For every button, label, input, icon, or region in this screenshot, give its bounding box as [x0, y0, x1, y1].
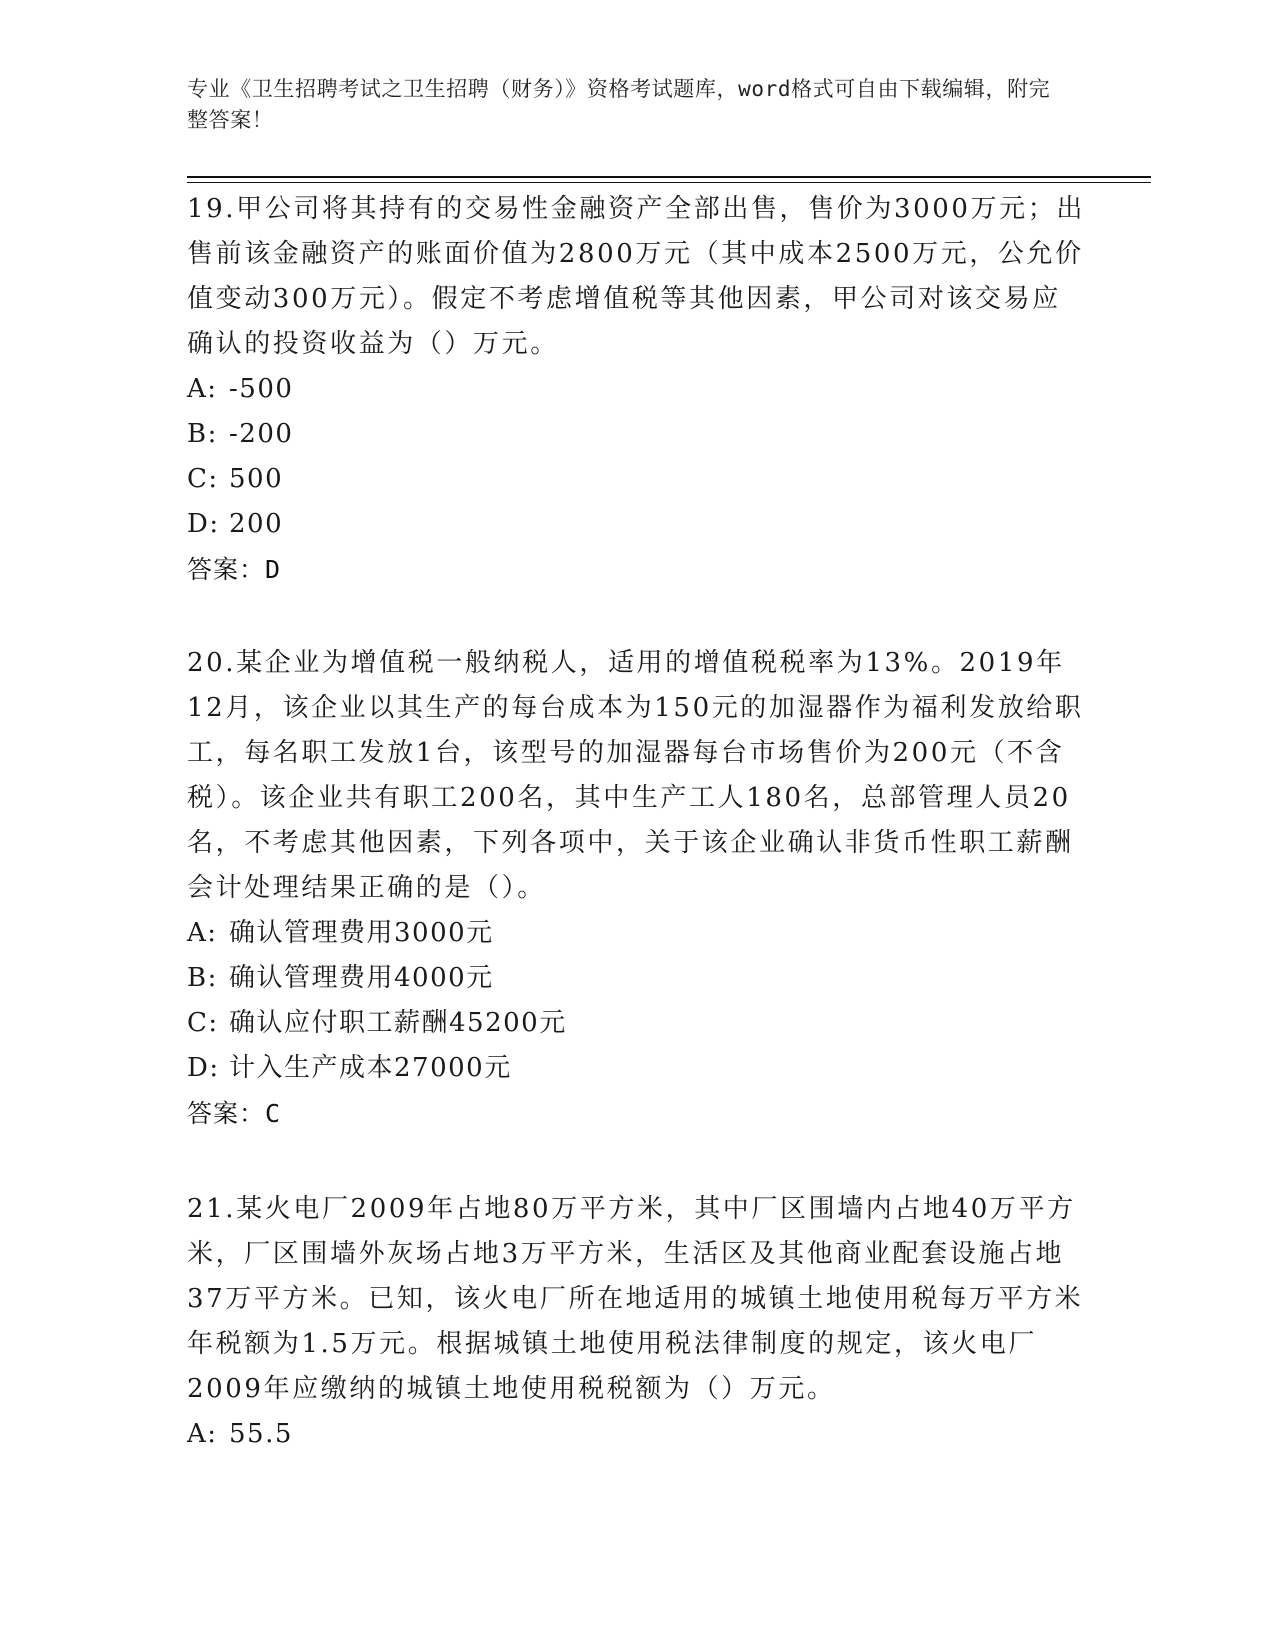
- question-19: [187, 187, 1087, 592]
- option-a: [187, 1412, 1087, 1457]
- answer-line: [187, 1091, 1087, 1136]
- option-list: [187, 911, 1087, 1091]
- option-c: [187, 457, 1087, 502]
- option-text: 确认管理费用4000元: [229, 963, 494, 993]
- option-key: D:: [187, 1053, 220, 1083]
- option-b: [187, 412, 1087, 457]
- question-stem: 19.甲公司将其持有的交易性金融资产全部出售，售价为3000万元；出售前该金融资产的账面价值为2800万元（其中成本2500万元，公允价值变动300万元）。假定不考虑增值税等其他因素，甲公司对该交易应确认的投资收益为（）万元。: [187, 194, 1085, 359]
- option-text: -200: [229, 419, 294, 449]
- option-text: -500: [229, 374, 294, 404]
- option-d: [187, 1046, 1087, 1091]
- question-stem: 20.某企业为增值税一般纳税人，适用的增值税税率为13%。2019年12月，该企业以其生产的每台成本为150元的加湿器作为福利发放给职工，每名职工发放1台，该型号的加湿器每台市场售价为200元（不含税）。该企业共有职工200名，其中生产工人180名，总部管理人员20名，不考虑其他因素，下列各项中，关于该企业确认非货币性职工薪酬会计处理结果正确的是（）。: [187, 648, 1084, 903]
- answer-label: 答案：: [187, 555, 266, 584]
- question-20: [187, 641, 1087, 1136]
- header-divider-thick: [187, 176, 1151, 178]
- option-text: 计入生产成本27000元: [229, 1053, 512, 1083]
- option-key: A:: [187, 374, 218, 404]
- option-a: [187, 367, 1087, 412]
- option-key: B:: [187, 419, 218, 449]
- option-key: B:: [187, 963, 218, 993]
- header-divider-thin: [187, 182, 1151, 183]
- option-key: A:: [187, 1419, 218, 1449]
- question-21: [187, 1187, 1087, 1457]
- option-text: 500: [229, 464, 284, 494]
- option-a: [187, 911, 1087, 956]
- option-text: 55.5: [229, 1419, 293, 1449]
- option-list: [187, 1412, 1087, 1457]
- option-b: [187, 956, 1087, 1001]
- answer-line: [187, 547, 1087, 592]
- option-d: [187, 502, 1087, 547]
- document-header: 专业《卫生招聘考试之卫生招聘（财务）》资格考试题库，word格式可自由下载编辑，附完整答案！: [187, 77, 1051, 132]
- option-c: [187, 1001, 1087, 1046]
- option-list: [187, 367, 1087, 547]
- option-text: 确认应付职工薪酬45200元: [229, 1008, 567, 1038]
- answer-label: 答案：: [187, 1099, 266, 1128]
- answer-value: D: [265, 555, 282, 584]
- option-key: D:: [187, 509, 220, 539]
- option-text: 200: [229, 509, 284, 539]
- option-text: 确认管理费用3000元: [229, 918, 494, 948]
- question-stem: 21.某火电厂2009年占地80万平方米，其中厂区围墙内占地40万平方米，厂区围墙外灰场占地3万平方米，生活区及其他商业配套设施占地37万平方米。已知，该火电厂所在地适用的城镇土地使用税每万平方米年税额为1.5万元。根据城镇土地使用税法律制度的规定，该火电厂2009年应缴纳的城镇土地使用税税额为（）万元。: [187, 1194, 1084, 1404]
- option-key: C:: [187, 464, 219, 494]
- option-key: A:: [187, 918, 218, 948]
- option-key: C:: [187, 1008, 219, 1038]
- answer-value: C: [265, 1099, 282, 1128]
